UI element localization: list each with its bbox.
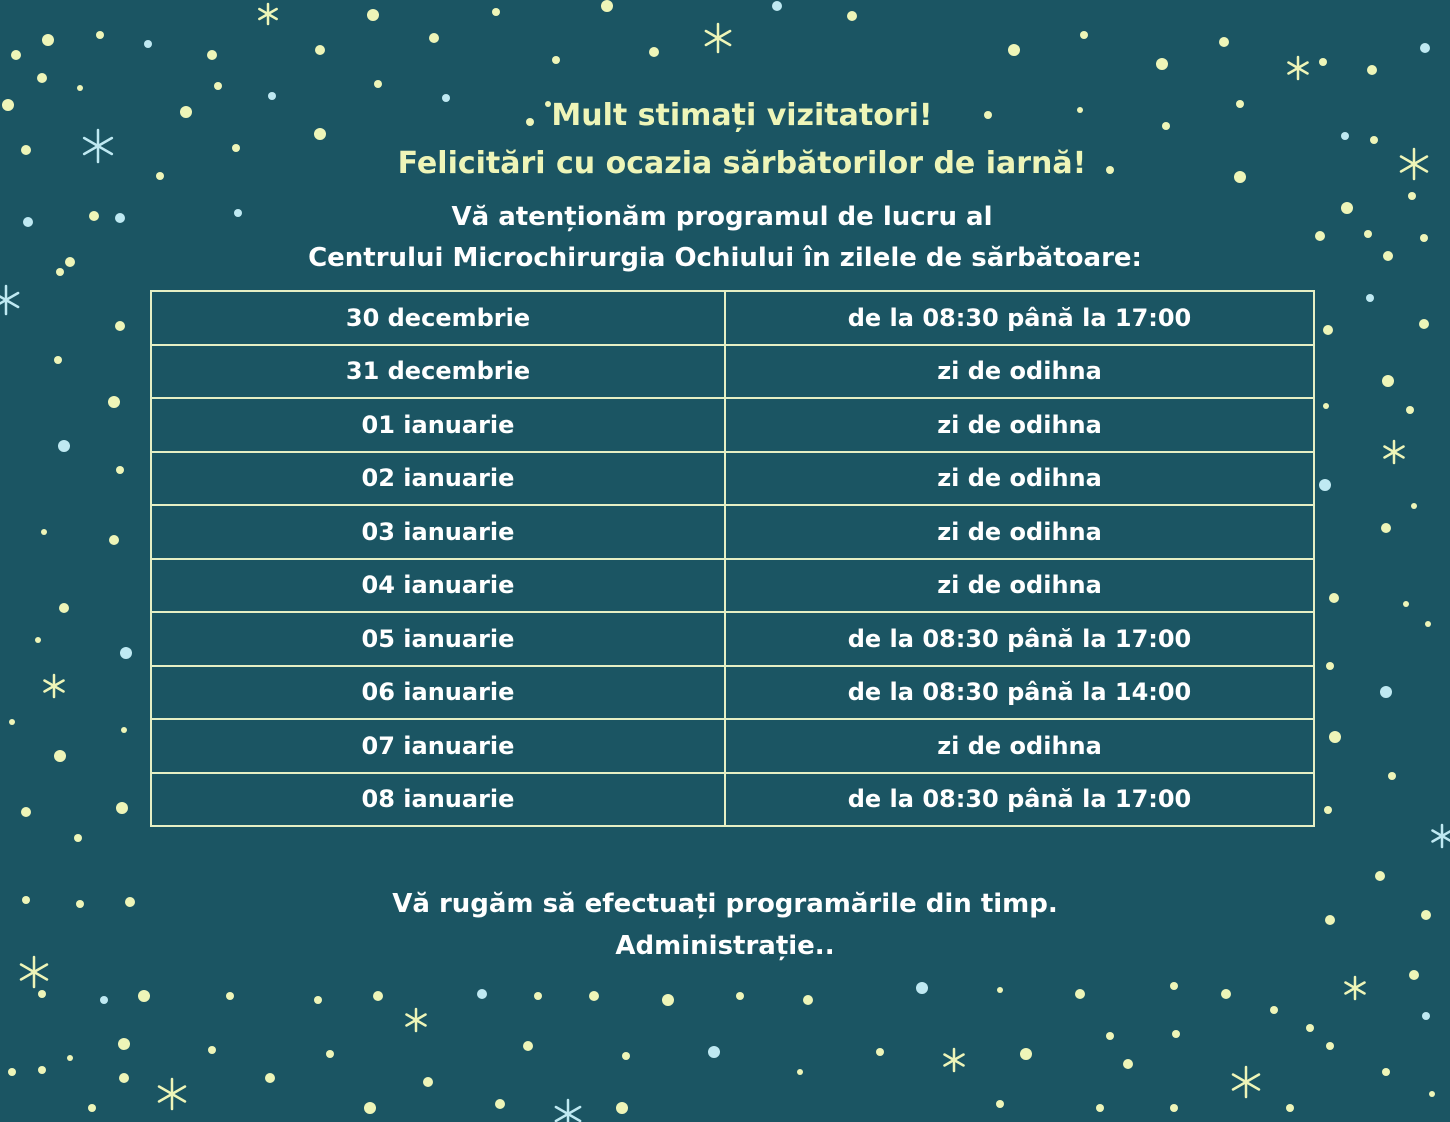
hours-cell: de la 08:30 până la 17:00 bbox=[725, 291, 1314, 345]
date-cell: 04 ianuarie bbox=[151, 559, 725, 613]
hours-cell: de la 08:30 până la 17:00 bbox=[725, 612, 1314, 666]
greeting-line-2: Felicitări cu ocazia sărbătorilor de iarnă! bbox=[397, 146, 1087, 181]
hours-cell: zi de odihna bbox=[725, 398, 1314, 452]
date-cell: 05 ianuarie bbox=[151, 612, 725, 666]
table-row bbox=[151, 345, 1314, 399]
table-row bbox=[151, 505, 1314, 559]
table-row bbox=[151, 612, 1314, 666]
hours-cell: de la 08:30 până la 14:00 bbox=[725, 666, 1314, 720]
date-cell: 01 ianuarie bbox=[151, 398, 725, 452]
hours-cell: zi de odihna bbox=[725, 505, 1314, 559]
date-cell: 06 ianuarie bbox=[151, 666, 725, 720]
footer-signature: Administrație.. bbox=[615, 931, 835, 961]
hours-cell: zi de odihna bbox=[725, 345, 1314, 399]
footer-line-1: Vă rugăm să efectuați programările din timp. bbox=[392, 889, 1058, 919]
date-cell: 07 ianuarie bbox=[151, 719, 725, 773]
hours-cell: zi de odihna bbox=[725, 452, 1314, 506]
hours-cell: de la 08:30 până la 17:00 bbox=[725, 773, 1314, 827]
hours-cell: zi de odihna bbox=[725, 559, 1314, 613]
table-row bbox=[151, 666, 1314, 720]
date-cell: 08 ianuarie bbox=[151, 773, 725, 827]
table-row bbox=[151, 559, 1314, 613]
table-row bbox=[151, 398, 1314, 452]
date-cell: 31 decembrie bbox=[151, 345, 725, 399]
table-row bbox=[151, 773, 1314, 827]
intro-line-1: Vă atenționăm programul de lucru al bbox=[451, 202, 993, 232]
date-cell: 02 ianuarie bbox=[151, 452, 725, 506]
date-cell: 03 ianuarie bbox=[151, 505, 725, 559]
table-row bbox=[151, 719, 1314, 773]
table-row bbox=[151, 291, 1314, 345]
table-row bbox=[151, 452, 1314, 506]
greeting-line-1: Mult stimați vizitatori! bbox=[551, 98, 933, 133]
date-cell: 30 decembrie bbox=[151, 291, 725, 345]
schedule-table bbox=[150, 290, 1315, 827]
hours-cell: zi de odihna bbox=[725, 719, 1314, 773]
intro-line-2: Centrului Microchirurgia Ochiului în zilele de sărbătoare: bbox=[308, 243, 1142, 273]
